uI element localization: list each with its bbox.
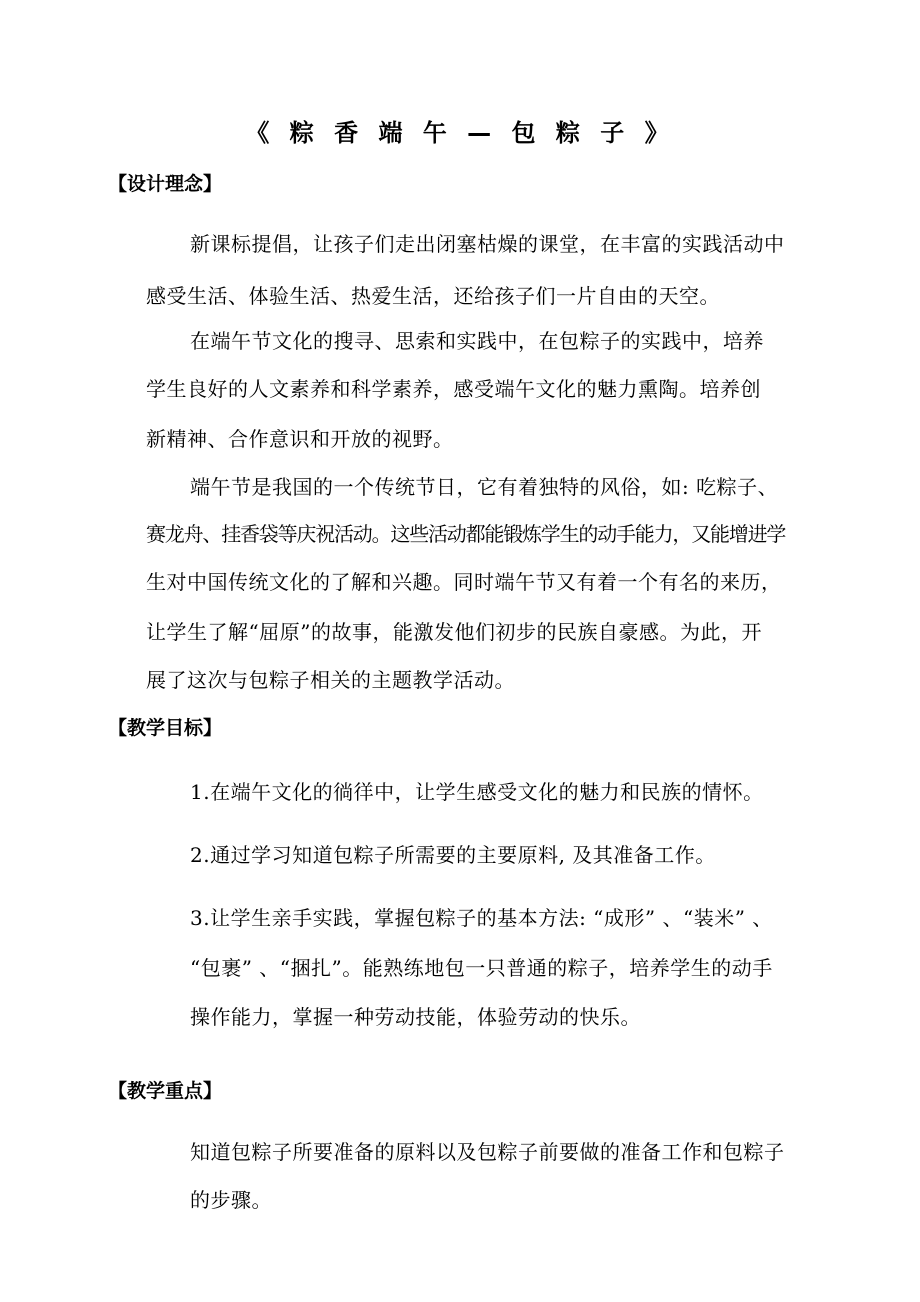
paragraph-line: 新精神、合作意识和开放的视野。 (146, 427, 454, 451)
paragraph-line: 让学生了解“屈原”的故事，能激发他们初步的民族自豪感。为此，开 (146, 620, 762, 644)
paragraph-line: 知道包粽子所要准备的原料以及包粽子前要做的准备工作和包粽子 (190, 1140, 785, 1164)
goal-item: 2.通过学习知道包粽子所需要的主要原料, 及其准备工作。 (190, 843, 716, 867)
document-title: 《 粽 香 端 午 — 包 粽 子 》 (245, 119, 675, 147)
goal-item: 3.让学生亲手实践，掌握包粽子的基本方法: “成形” 、“装米” 、 (190, 906, 773, 930)
paragraph-line: 新课标提倡，让孩子们走出闭塞枯燥的课堂，在丰富的实践活动中 (190, 232, 785, 256)
paragraph-line: 感受生活、体验生活、热爱生活，还给孩子们一片自由的天空。 (146, 284, 720, 308)
section-heading-key-points: 【教学重点】 (108, 1080, 223, 1102)
section-heading-design: 【设计理念】 (108, 173, 223, 195)
goal-item-continuation: “包裹” 、“捆扎”。能熟练地包一只普通的粽子，培养学生的动手 (190, 956, 773, 980)
goal-item-continuation: 操作能力，掌握一种劳动技能，体验劳动的快乐。 (190, 1005, 641, 1029)
paragraph-line: 赛龙舟、挂香袋等庆祝活动。这些活动都能锻炼学生的动手能力，又能增进学 (146, 522, 786, 546)
section-heading-goals: 【教学目标】 (108, 717, 223, 739)
paragraph-line: 展了这次与包粽子相关的主题教学活动。 (146, 668, 515, 692)
paragraph-line: 的步骤。 (190, 1188, 272, 1212)
paragraph-line: 在端午节文化的搜寻、思索和实践中，在包粽子的实践中，培养 (190, 329, 764, 353)
paragraph-line: 学生良好的人文素养和科学素养，感受端午文化的魅力熏陶。培养创 (146, 377, 761, 401)
paragraph-line: 生对中国传统文化的了解和兴趣。同时端午节又有着一个有名的来历， (146, 570, 782, 594)
goal-item: 1.在端午文化的徜徉中，让学生感受文化的魅力和民族的情怀。 (190, 780, 764, 804)
paragraph-line: 端午节是我国的一个传统节日，它有着独特的风俗，如: 吃粽子、 (190, 475, 779, 499)
